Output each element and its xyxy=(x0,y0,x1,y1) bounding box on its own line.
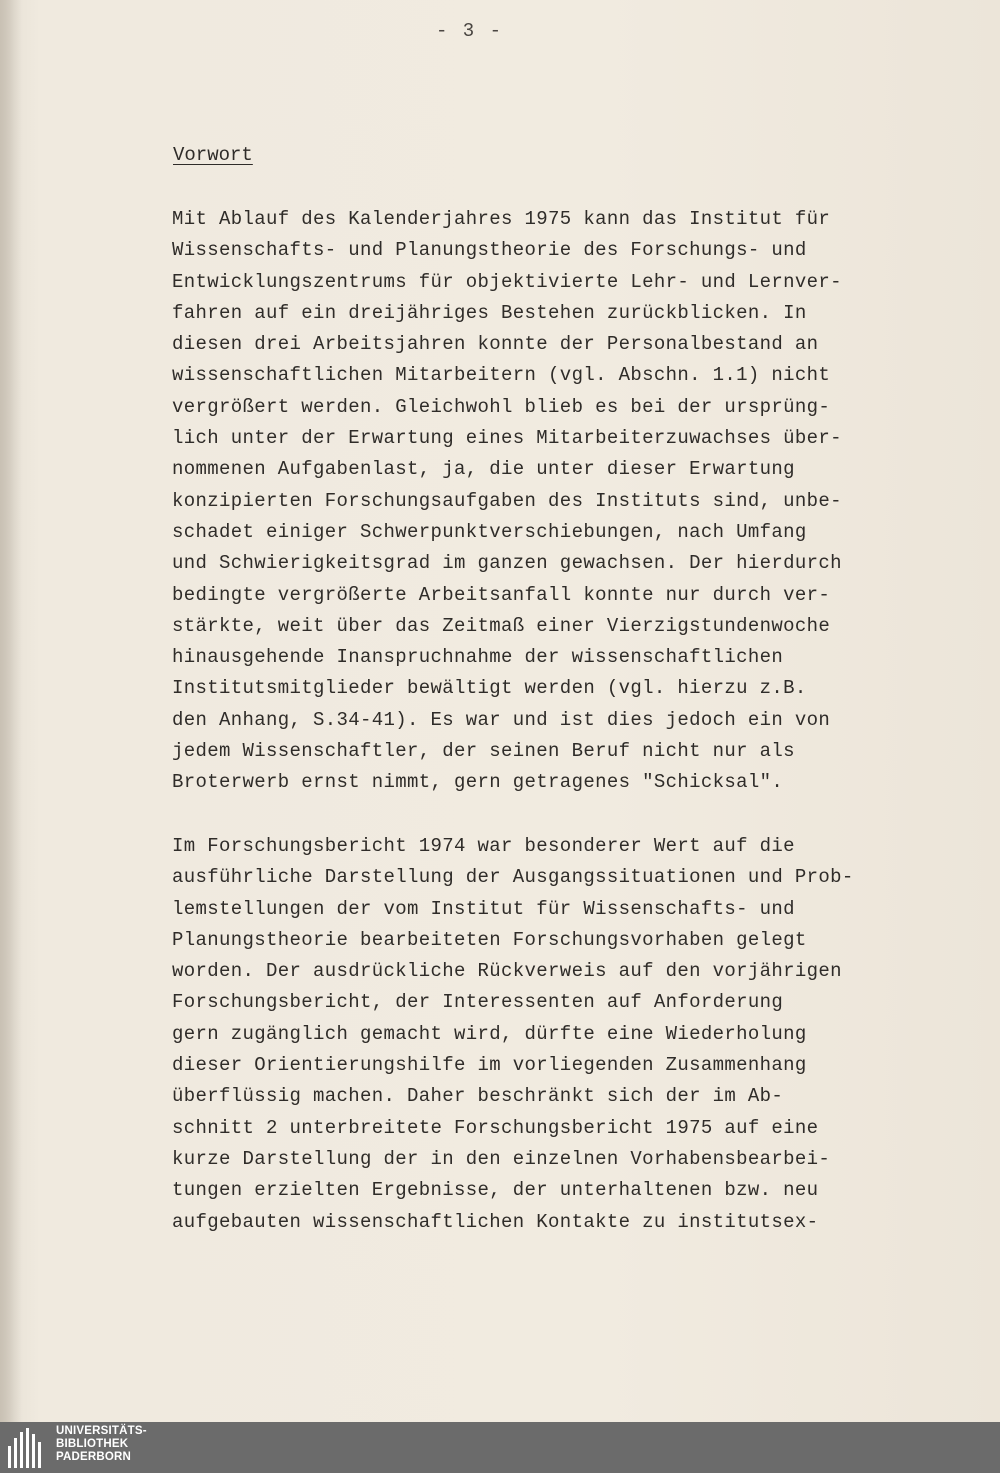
text-line: dieser Orientierungshilfe im vorliegenden Zusammenhang xyxy=(172,1054,807,1077)
text-line: stärkte, weit über das Zeitmaß einer Vierzigstundenwoche xyxy=(172,614,831,637)
text-line: Broterwerb ernst nimmt, gern getragenes "Schicksal". xyxy=(172,771,784,794)
text-line: tungen erzielten Ergebnisse, der unterhaltenen bzw. neu xyxy=(172,1179,819,1202)
library-name-line: PADERBORN xyxy=(56,1451,132,1463)
text-line: fahren auf ein dreijähriges Bestehen zurückblicken. In xyxy=(172,301,807,324)
library-name-line: UNIVERSITÄTS- xyxy=(56,1425,147,1437)
page-binding-shadow xyxy=(0,0,22,1422)
text-line: hinausgehende Inanspruchnahme der wissenschaftlichen xyxy=(172,646,784,669)
text-line: lich unter der Erwartung eines Mitarbeiterzuwachses über- xyxy=(172,427,842,450)
text-line: konzipierten Forschungsaufgaben des Instituts sind, unbe- xyxy=(172,489,842,512)
text-line: schnitt 2 unterbreitete Forschungsbericht 1975 auf eine xyxy=(172,1116,819,1139)
library-name xyxy=(56,1425,147,1464)
text-line: schadet einiger Schwerpunktverschiebungen, nach Umfang xyxy=(172,520,807,543)
library-footer-bar xyxy=(0,1422,1000,1473)
text-line: und Schwierigkeitsgrad im ganzen gewachsen. Der hierdurch xyxy=(172,552,842,575)
page-number: - 3 - xyxy=(436,20,504,42)
text-line: Im Forschungsbericht 1974 war besonderer Wert auf die xyxy=(172,835,795,857)
text-line: den Anhang, S.34-41). Es war und ist dies jedoch ein von xyxy=(172,708,831,731)
paragraph-2 xyxy=(172,831,932,1238)
text-line: lemstellungen der vom Institut für Wissenschafts- und xyxy=(172,897,795,920)
text-line: worden. Der ausdrückliche Rückverweis auf den vorjährigen xyxy=(172,960,842,983)
text-line: jedem Wissenschaftler, der seinen Beruf nicht nur als xyxy=(172,740,795,763)
section-heading: Vorwort xyxy=(173,144,253,166)
text-line: Entwicklungszentrums für objektivierte Lehr- und Lernver- xyxy=(172,270,842,293)
text-line: Institutsmitglieder bewältigt werden (vgl. hierzu z.B. xyxy=(172,677,807,700)
text-line: Wissenschafts- und Planungstheorie des Forschungs- und xyxy=(172,239,807,262)
text-line: diesen drei Arbeitsjahren konnte der Personalbestand an xyxy=(172,333,819,356)
text-line: gern zugänglich gemacht wird, dürfte eine Wiederholung xyxy=(172,1022,807,1045)
text-line: Forschungsbericht, der Interessenten auf Anforderung xyxy=(172,991,784,1014)
text-line: überflüssig machen. Daher beschränkt sich der im Ab- xyxy=(172,1085,784,1108)
paragraph-1 xyxy=(172,204,932,799)
text-line: aufgebauten wissenschaftlichen Kontakte zu institutsex- xyxy=(172,1210,819,1233)
library-logo-icon xyxy=(8,1428,48,1468)
text-line: bedingte vergrößerte Arbeitsanfall konnte nur durch ver- xyxy=(172,583,831,606)
text-line: kurze Darstellung der in den einzelnen Vorhabensbearbei- xyxy=(172,1147,831,1170)
text-line: Planungstheorie bearbeiteten Forschungsvorhaben gelegt xyxy=(172,928,807,951)
text-line: Mit Ablauf des Kalenderjahres 1975 kann das Institut für xyxy=(172,208,831,230)
text-line: nommenen Aufgabenlast, ja, die unter dieser Erwartung xyxy=(172,458,795,481)
text-line: vergrößert werden. Gleichwohl blieb es bei der ursprüng- xyxy=(172,395,831,418)
text-line: ausführliche Darstellung der Ausgangssituationen und Prob- xyxy=(172,866,854,889)
library-name-line: BIBLIOTHEK xyxy=(56,1438,129,1450)
text-line: wissenschaftlichen Mitarbeitern (vgl. Abschn. 1.1) nicht xyxy=(172,364,831,387)
